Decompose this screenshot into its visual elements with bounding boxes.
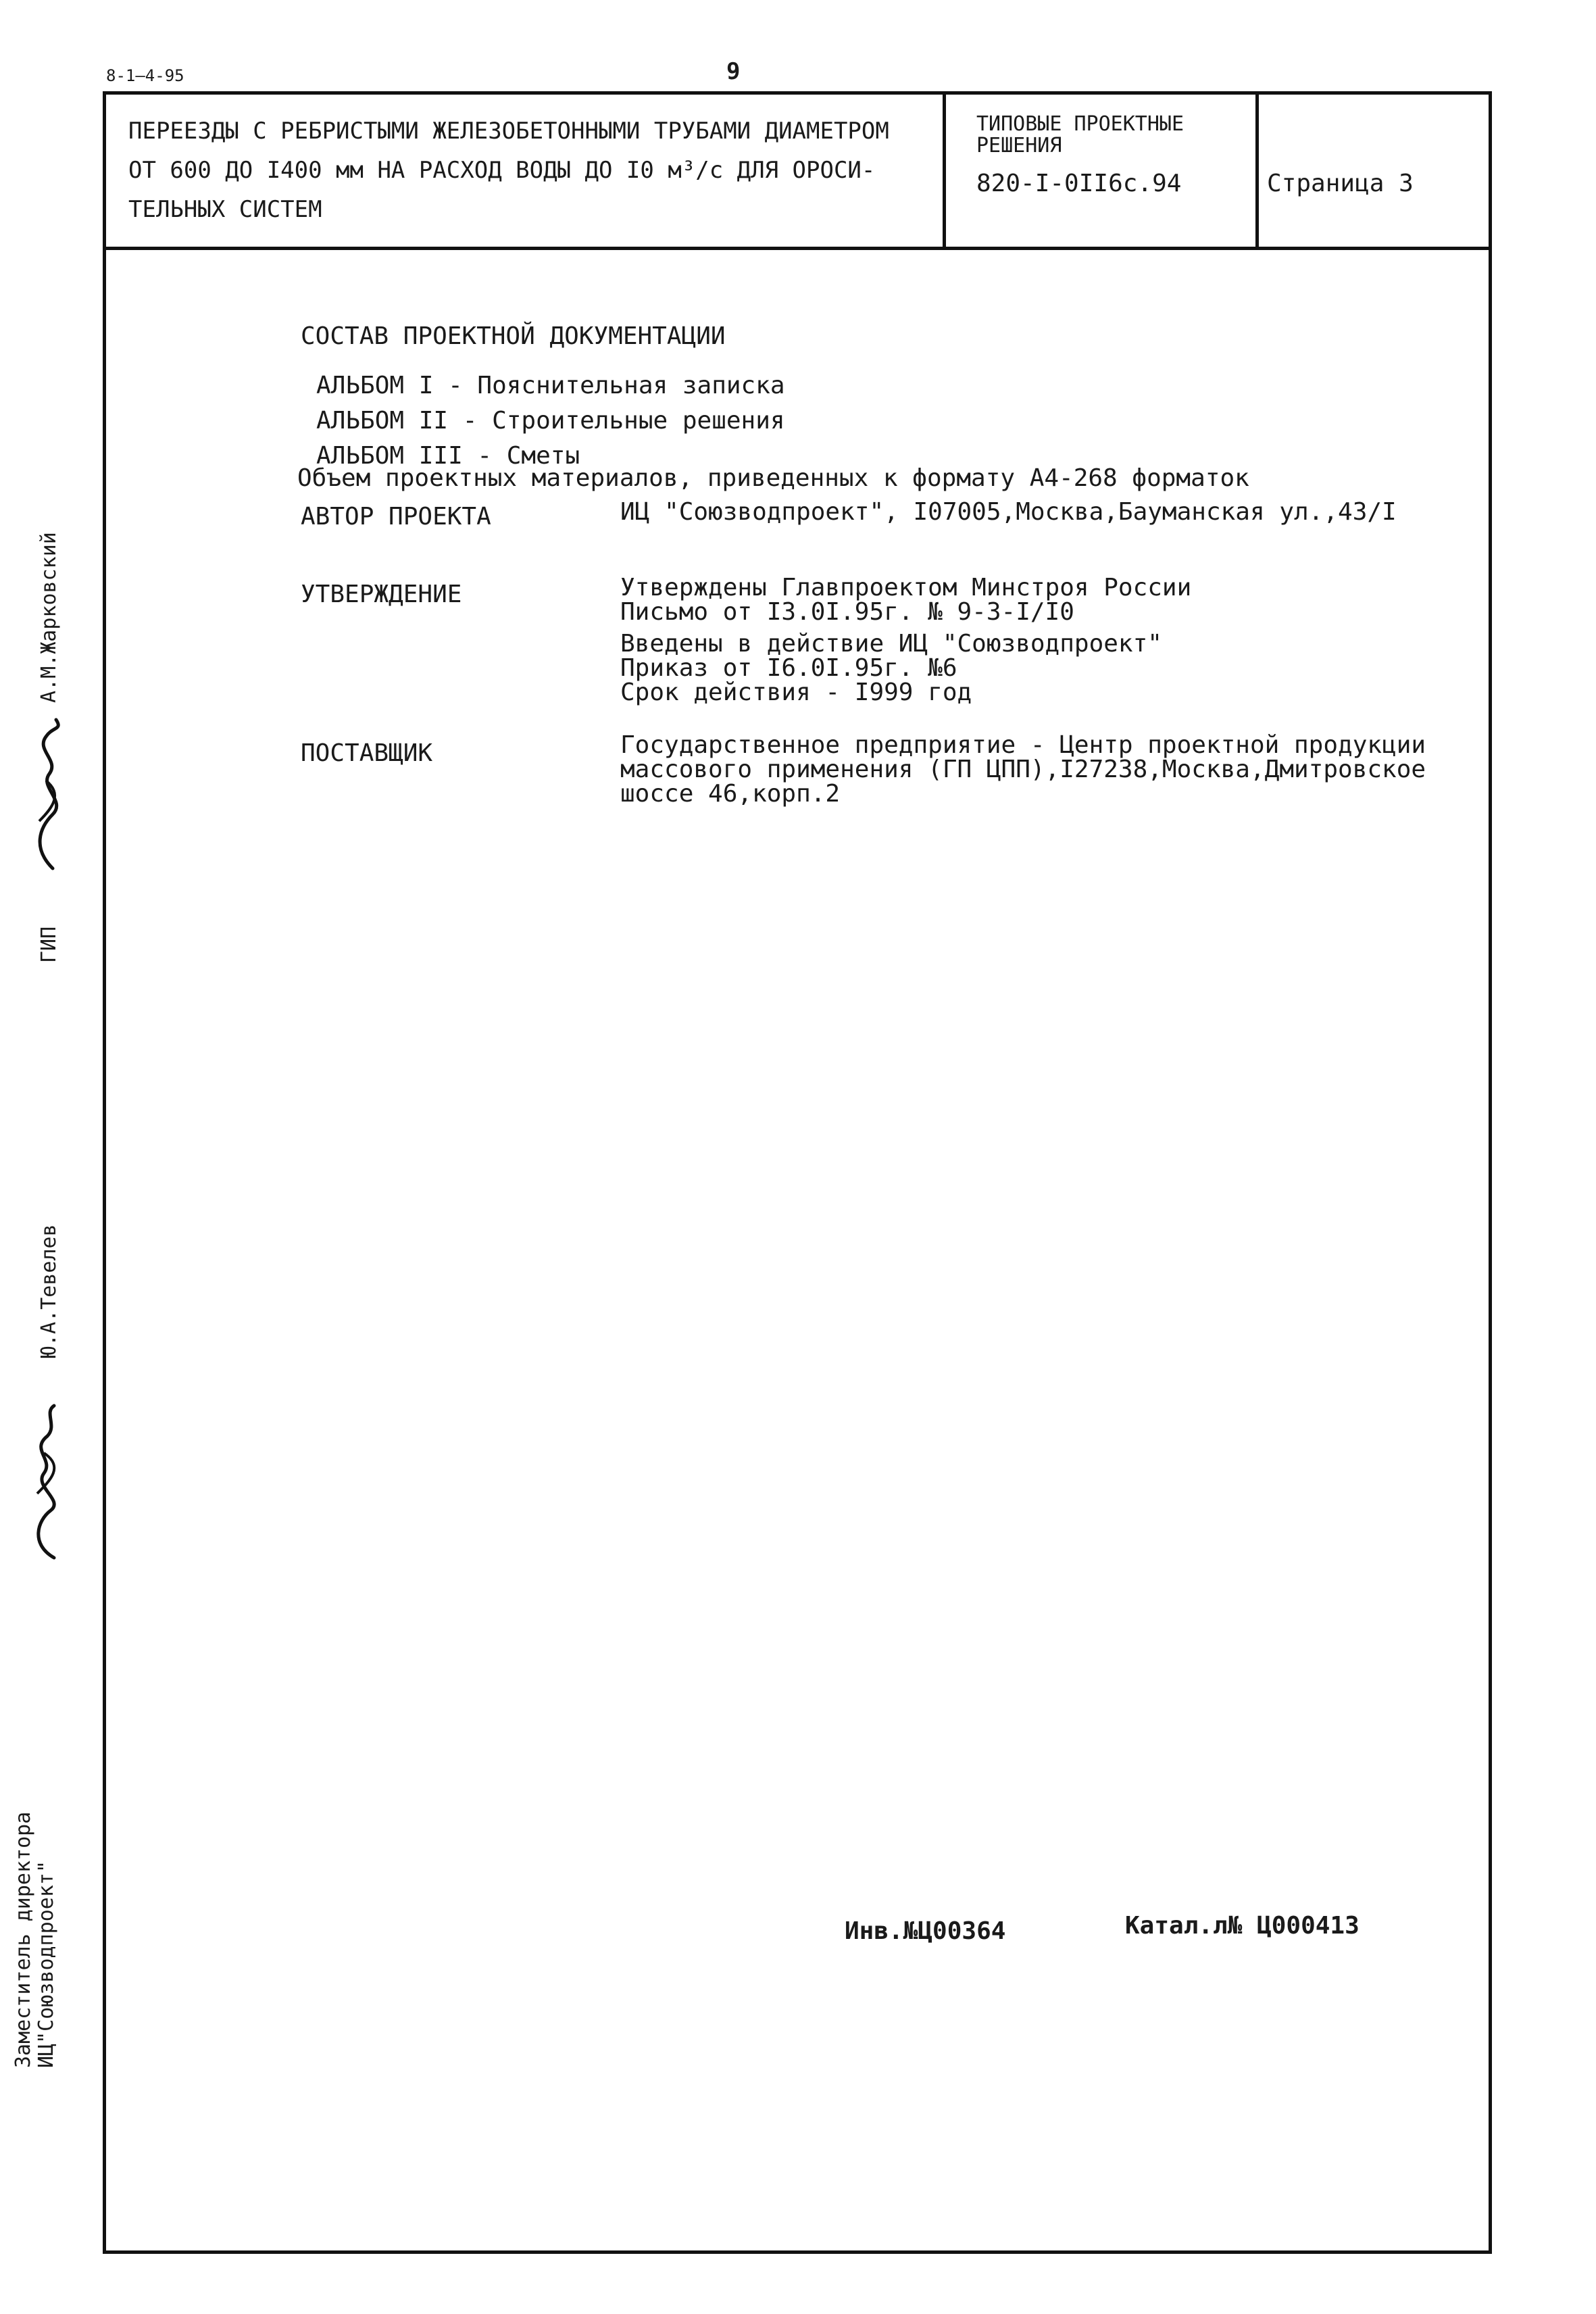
series-label xyxy=(976,114,1184,157)
album-item: АЛЬБОМ I - Пояснительная записка xyxy=(316,372,785,399)
introduction-line: Введены в действие ИЦ "Союзводпроект" xyxy=(620,630,1162,658)
title-block-col-divider-1 xyxy=(943,91,946,250)
supplier-label: ПОСТАВЩИК xyxy=(301,739,433,767)
supplier-block xyxy=(620,733,1426,806)
series-label-line: ТИПОВЫЕ ПРОЕКТНЫЕ xyxy=(976,112,1184,136)
approval-line: Письмо от I3.0I.95г. № 9-3-I/I0 xyxy=(620,598,1074,626)
deputy-title-line: ИЦ"Союзводпроект" xyxy=(34,1860,58,2068)
deputy-title-line: Заместитель директора xyxy=(11,1811,35,2068)
deputy-signature xyxy=(17,1399,78,1561)
album-item: АЛЬБОМ III - Сметы xyxy=(316,442,580,470)
volume-line: Объем проектных материалов, приведенных к формату А4-268 форматок xyxy=(297,464,1249,492)
title-line: ТЕЛЬНЫХ СИСТЕМ xyxy=(128,196,322,223)
inventory-number: Инв.№Ц00364 xyxy=(845,1917,1006,1945)
title-line: ОТ 600 ДО I400 мм НА РАСХОД ВОДЫ ДО I0 м³/с ДЛЯ ОРОСИ- xyxy=(128,157,876,184)
introduction-line: Приказ от I6.0I.95г. №6 xyxy=(620,654,957,682)
page-label: Страница 3 xyxy=(1267,170,1414,197)
series-label-line: РЕШЕНИЯ xyxy=(976,134,1062,157)
deputy-title xyxy=(3,1784,78,2068)
title-block-title xyxy=(128,112,889,229)
author-value: ИЦ "Союзводпроект", I07005,Москва,Бауманская ул.,43/I xyxy=(620,498,1397,526)
approval-block xyxy=(620,576,1191,624)
gip-label: ГИП xyxy=(37,926,61,963)
supplier-line: массового применения (ГП ЦПП),I27238,Москва,Дмитровское xyxy=(620,756,1426,783)
author-label: АВТОР ПРОЕКТА xyxy=(301,503,491,531)
supplier-line: Государственное предприятие - Центр проектной продукции xyxy=(620,731,1426,759)
title-block-col-divider-2 xyxy=(1255,91,1259,250)
catalog-number: Катал.л№ Ц000413 xyxy=(1125,1912,1360,1940)
title-block-divider xyxy=(103,247,1492,250)
title-line: ПЕРЕЕЗДЫ С РЕБРИСТЫМИ ЖЕЛЕЗОБЕТОННЫМИ ТРУБАМИ ДИАМЕТРОМ xyxy=(128,118,889,145)
page-number: 9 xyxy=(726,58,741,85)
supplier-line: шоссе 46,корп.2 xyxy=(620,780,841,808)
document-code: 8-1—4-95 xyxy=(106,66,184,85)
gip-name: А.М.Жарковский xyxy=(37,532,61,703)
gip-signature xyxy=(26,713,73,875)
album-item: АЛЬБОМ II - Строительные решения xyxy=(316,407,785,435)
approval-label: УТВЕРЖДЕНИЕ xyxy=(301,581,462,608)
introduction-block xyxy=(620,632,1162,705)
approval-line: Утверждены Главпроектом Минстроя России xyxy=(620,574,1192,601)
introduction-line: Срок действия - I999 год xyxy=(620,679,972,706)
album-list xyxy=(316,368,785,474)
series-code: 820-I-0II6с.94 xyxy=(976,170,1182,197)
deputy-name: Ю.А.Тевелев xyxy=(37,1224,61,1358)
composition-heading: СОСТАВ ПРОЕКТНОЙ ДОКУМЕНТАЦИИ xyxy=(301,322,726,350)
